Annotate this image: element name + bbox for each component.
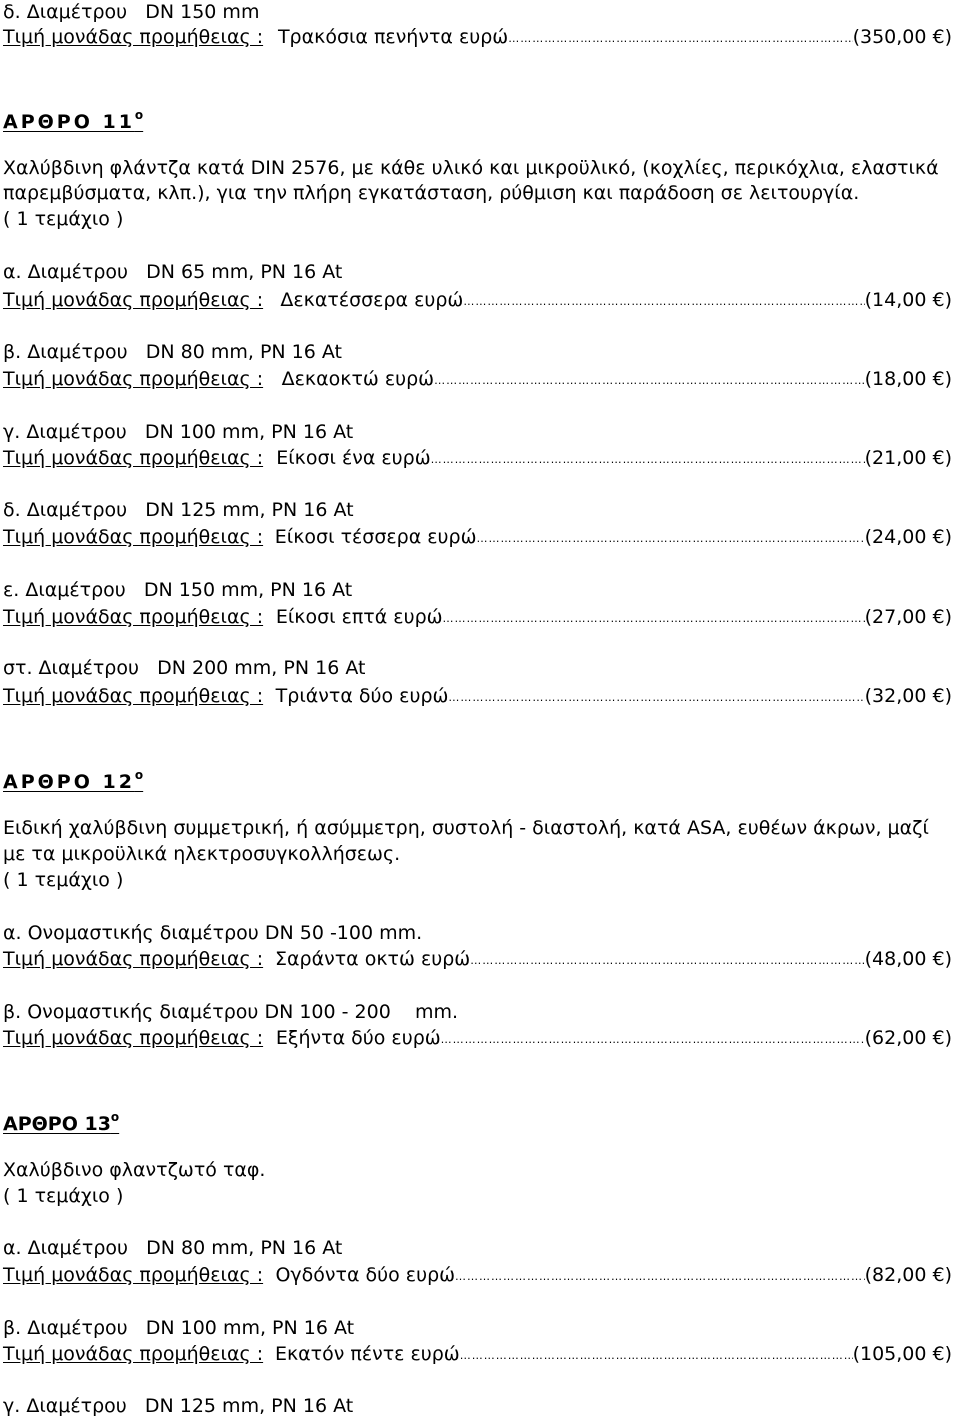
article-description: με τα μικροϋλικά ηλεκτροσυγκολλήσεως.: [3, 843, 401, 865]
price-value: (105,00 €): [852, 1343, 952, 1365]
price-line: [3, 288, 952, 312]
price-label: Τιμή μονάδας προμήθειας :: [3, 26, 264, 48]
article-description: Χαλύβδινο φλαντζωτό ταφ.: [3, 1159, 266, 1181]
price-value: (21,00 €): [864, 447, 952, 469]
price-value: (18,00 €): [864, 368, 952, 390]
item-description: δ. Διαμέτρου DN 125 mm, PN 16 At: [3, 499, 354, 521]
price-label: Τιμή μονάδας προμήθειας :: [3, 447, 264, 469]
price-value: (82,00 €): [864, 1264, 952, 1286]
item-description: α. Ονομαστικής διαμέτρου DN 50 -100 mm.: [3, 922, 423, 944]
item-description: ε. Διαμέτρου DN 150 mm, PN 16 At: [3, 579, 353, 601]
price-line: [3, 1026, 952, 1050]
price-words: Δεκατέσσερα ευρώ: [280, 289, 464, 311]
price-line: [3, 1263, 952, 1287]
price-value: (48,00 €): [864, 948, 952, 970]
price-label: Τιμή μονάδας προμήθειας :: [3, 948, 264, 970]
price-line: [3, 605, 952, 629]
price-line: [3, 684, 952, 708]
price-words: Είκοσι ένα ευρώ: [276, 447, 431, 469]
unit-label: ( 1 τεμάχιο ): [3, 1185, 124, 1207]
price-label: Τιμή μονάδας προμήθειας :: [3, 1343, 264, 1365]
item-description: γ. Διαμέτρου DN 100 mm, PN 16 At: [3, 421, 354, 443]
price-value: (32,00 €): [864, 685, 952, 707]
item-description: γ. Διαμέτρου DN 125 mm, PN 16 At: [3, 1395, 354, 1417]
item-description: δ. Διαμέτρου DN 150 mm: [3, 1, 260, 23]
item-description: β. Ονομαστικής διαμέτρου DN 100 - 200 mm.: [3, 1001, 459, 1023]
article-description: Ειδική χαλύβδινη συμμετρική, ή ασύμμετρη, συστολή - διαστολή, κατά ASA, ευθέων άκρων, μαζί: [3, 817, 929, 839]
item-description: στ. Διαμέτρου DN 200 mm, PN 16 At: [3, 657, 366, 679]
price-line: [3, 367, 952, 391]
price-value: (24,00 €): [864, 526, 952, 548]
price-words: Εκατόν πέντε ευρώ: [274, 1343, 460, 1365]
price-words: Είκοσι επτά ευρώ: [275, 606, 443, 628]
unit-label: ( 1 τεμάχιο ): [3, 208, 124, 230]
price-words: Ογδόντα δύο ευρώ: [275, 1264, 456, 1286]
item-description: α. Διαμέτρου DN 65 mm, PN 16 At: [3, 261, 343, 283]
article-heading-13: ΑΡΘΡΟ $13^o$: [3, 1110, 120, 1135]
price-value: (350,00 €): [852, 26, 952, 48]
article-description: Χαλύβδινη φλάντζα κατά DIN 2576, με κάθε υλικό και μικροϋλικό, (κοχλίες, περικόχλια, ελαστικά: [3, 157, 939, 179]
price-value: (27,00 €): [864, 606, 952, 628]
price-label: Τιμή μονάδας προμήθειας :: [3, 606, 264, 628]
item-description: β. Διαμέτρου DN 80 mm, PN 16 At: [3, 341, 342, 363]
price-line: [3, 947, 952, 971]
price-words: Είκοσι τέσσερα ευρώ: [274, 526, 477, 548]
price-label: Τιμή μονάδας προμήθειας :: [3, 289, 264, 311]
article-description: παρεμβύσματα, κλπ.), για την πλήρη εγκατάσταση, ρύθμιση και παράδοση σε λειτουργία.: [3, 182, 860, 204]
price-words: Τρακόσια πενήντα ευρώ: [277, 26, 509, 48]
price-words: Τριάντα δύο ευρώ: [275, 685, 449, 707]
price-words: Εξήντα δύο ευρώ: [275, 1027, 441, 1049]
price-line: [3, 446, 952, 470]
price-label: Τιμή μονάδας προμήθειας :: [3, 368, 264, 390]
price-value: (14,00 €): [864, 289, 952, 311]
price-words: Δεκαοκτώ ευρώ: [281, 368, 435, 390]
price-line: [3, 25, 952, 49]
price-label: Τιμή μονάδας προμήθειας :: [3, 685, 264, 707]
item-description: β. Διαμέτρου DN 100 mm, PN 16 At: [3, 1317, 355, 1339]
price-words: Σαράντα οκτώ ευρώ: [275, 948, 471, 970]
price-value: (62,00 €): [864, 1027, 952, 1049]
unit-label: ( 1 τεμάχιο ): [3, 869, 124, 891]
price-line: [3, 1342, 952, 1366]
price-label: Τιμή μονάδας προμήθειας :: [3, 526, 264, 548]
price-line: [3, 525, 952, 549]
item-description: α. Διαμέτρου DN 80 mm, PN 16 At: [3, 1237, 343, 1259]
article-heading-12: ΑΡΘΡΟ $12^o$: [3, 768, 144, 793]
article-heading-11: ΑΡΘΡΟ $11^o$: [3, 108, 144, 133]
price-label: Τιμή μονάδας προμήθειας :: [3, 1027, 264, 1049]
price-label: Τιμή μονάδας προμήθειας :: [3, 1264, 264, 1286]
